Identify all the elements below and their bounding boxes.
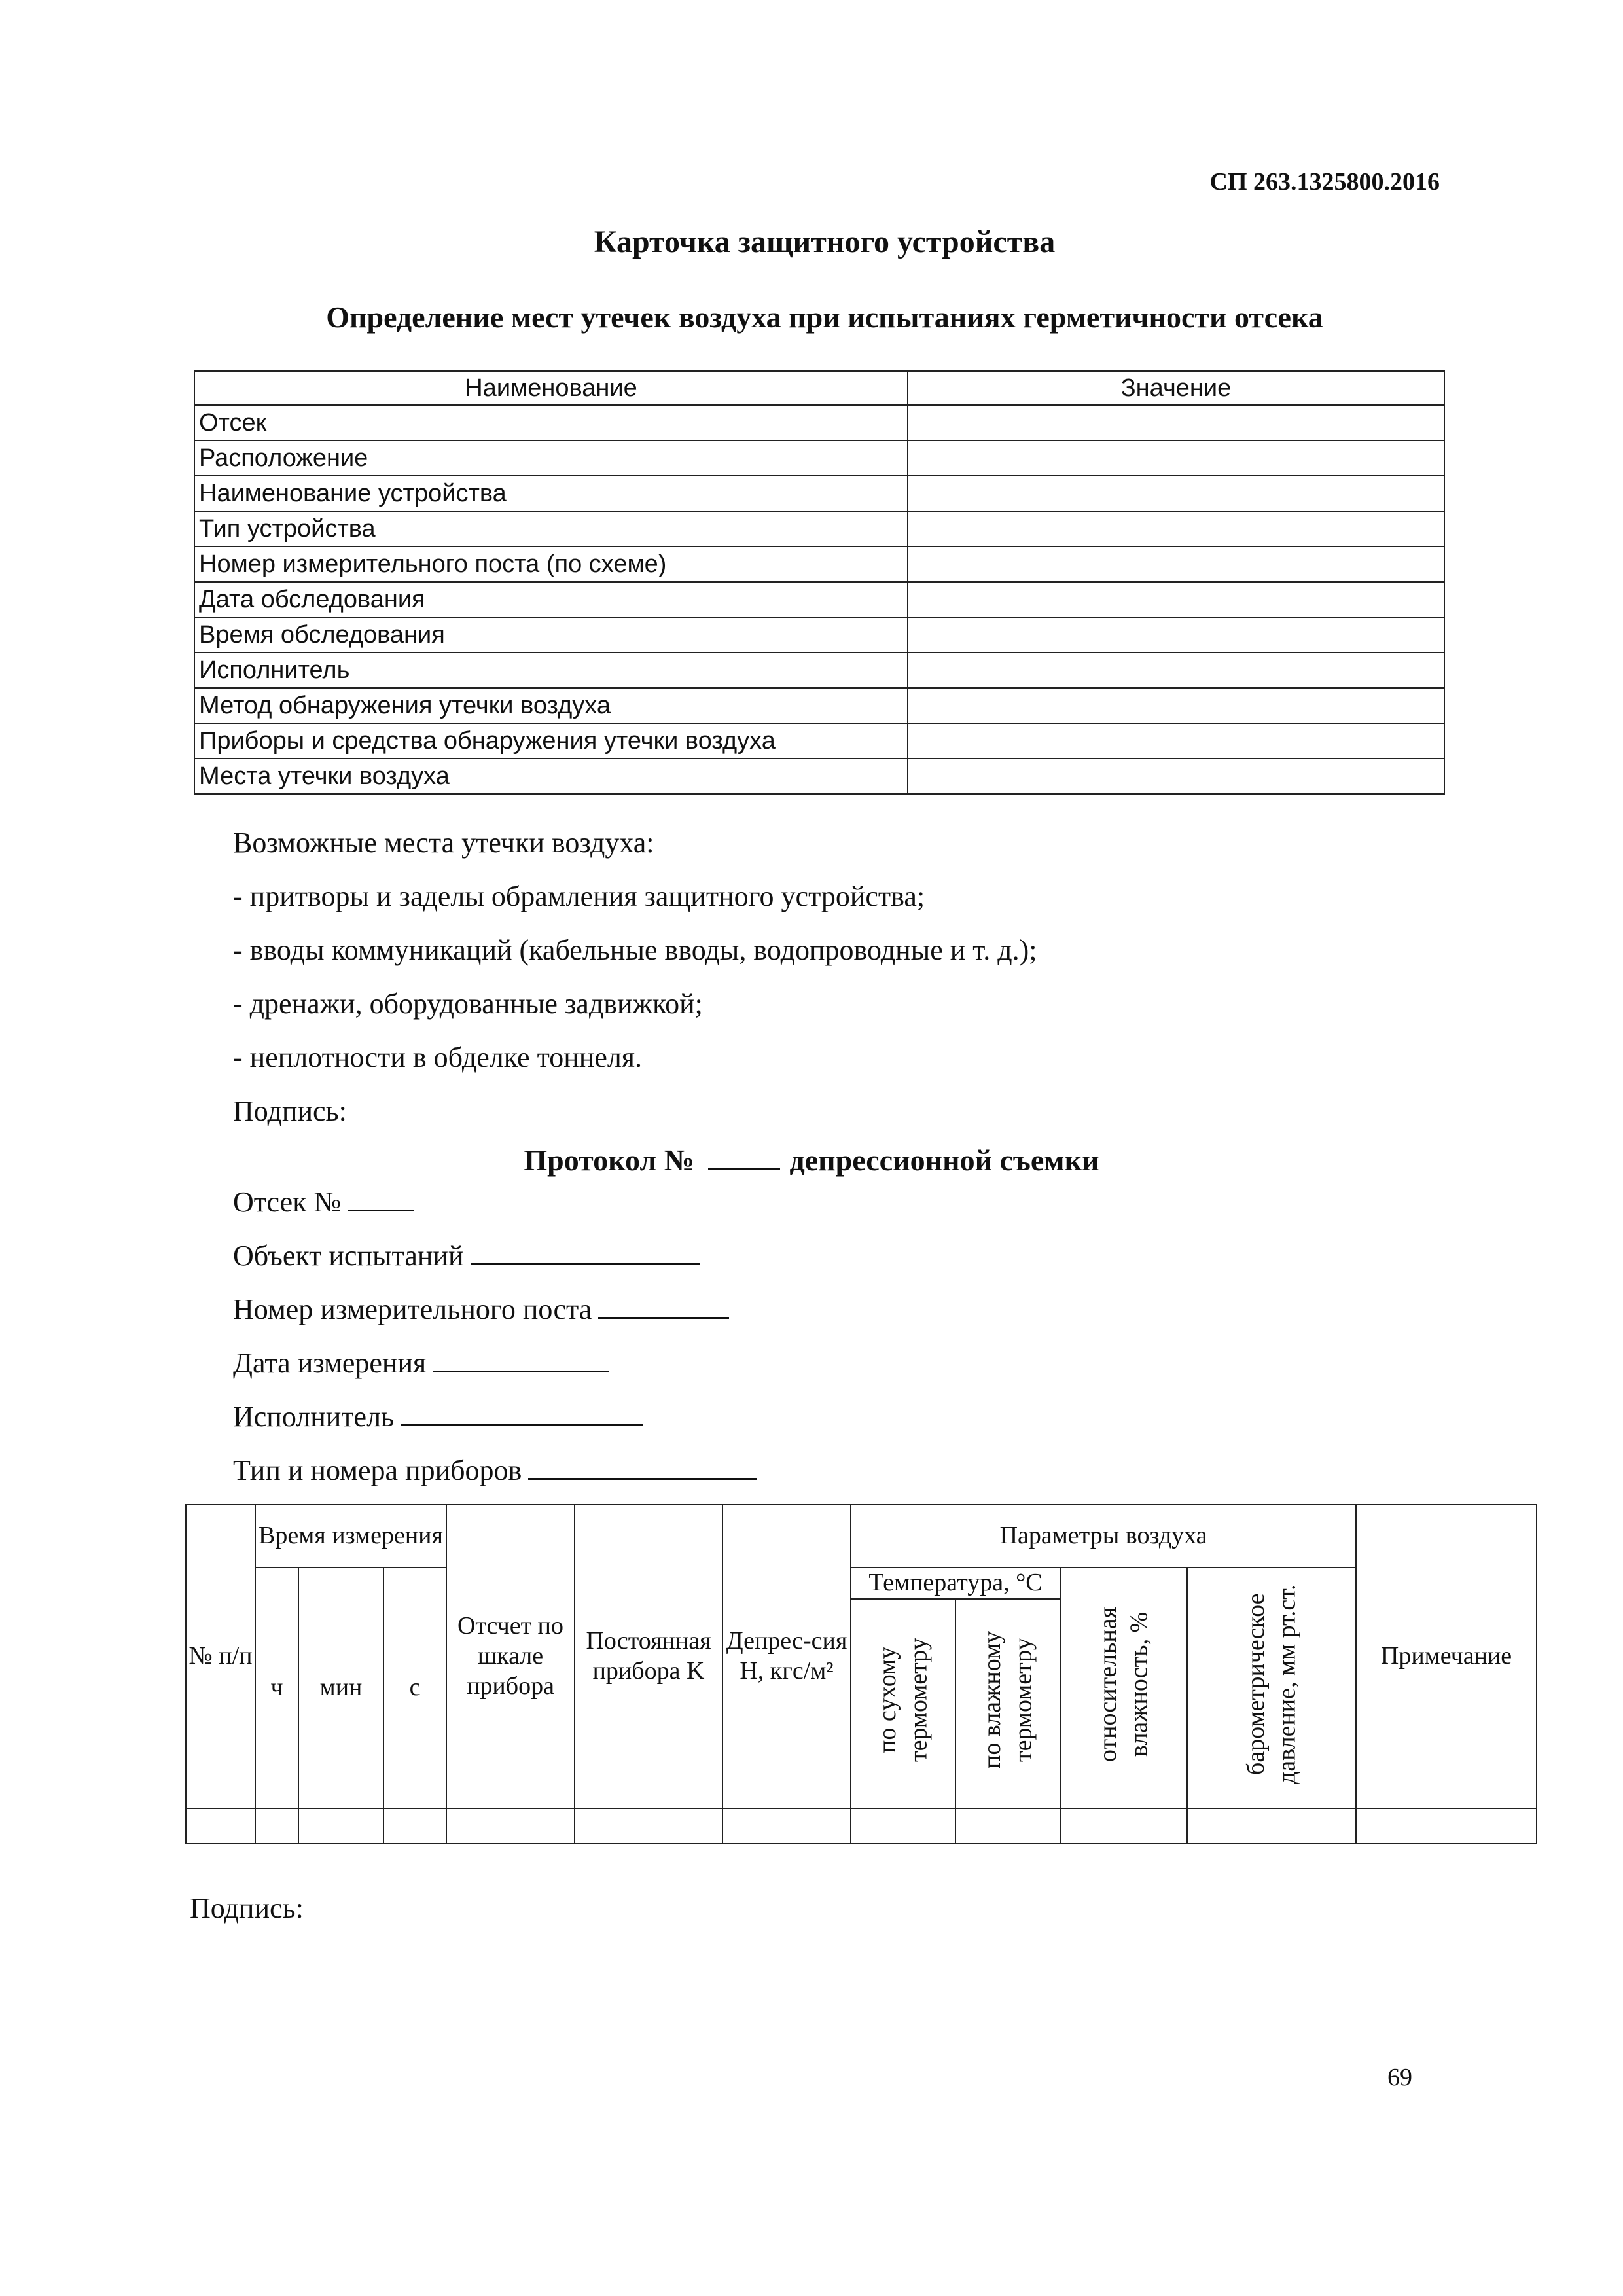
table-row: [194, 440, 1444, 476]
table-row: [194, 759, 1444, 794]
card-table-header: [194, 371, 1444, 405]
field-label: Номер измерительного поста: [233, 1293, 592, 1325]
dry-label: по сухому термометру: [873, 1637, 933, 1762]
column-air-params: Параметры воздуха: [851, 1505, 1356, 1568]
column-hours: ч: [255, 1568, 298, 1808]
protocol-signature-label: Подпись:: [190, 1892, 304, 1924]
signature-label: Подпись:: [233, 1095, 347, 1127]
field-blank[interactable]: [471, 1237, 700, 1265]
leak-item: - вводы коммуникаций (кабельные вводы, водопроводные и т. д.);: [233, 934, 1037, 966]
table-row: [194, 723, 1444, 759]
column-temperature: Температура, °С: [851, 1568, 1060, 1599]
card-title: Карточка защитного устройства: [594, 224, 1056, 259]
column-pressure: [1187, 1568, 1356, 1808]
humidity-label: относительная влажность, %: [1094, 1606, 1153, 1762]
column-value-header: Значение: [908, 371, 1444, 405]
column-depression: Депрес-сия H, кгс/м²: [722, 1505, 851, 1808]
table-row: [194, 405, 1444, 440]
field-blank[interactable]: [348, 1183, 414, 1211]
data-cell[interactable]: [1187, 1808, 1356, 1844]
field-label: Дата измерения: [233, 1347, 427, 1379]
row-label: Расположение: [194, 440, 908, 476]
row-label: Дата обследования: [194, 582, 908, 617]
table-row: [194, 511, 1444, 547]
value-cell[interactable]: [908, 547, 1444, 582]
value-cell[interactable]: [908, 582, 1444, 617]
column-wet: [955, 1599, 1060, 1808]
row-label: Приборы и средства обнаружения утечки воздуха: [194, 723, 908, 759]
row-label: Метод обнаружения утечки воздуха: [194, 688, 908, 723]
page-number: 69: [1387, 2064, 1412, 2091]
data-cell[interactable]: [446, 1808, 575, 1844]
document-code: СП 263.1325800.2016: [1209, 168, 1440, 196]
protocol-title-end: депрессионной съемки: [789, 1143, 1099, 1177]
value-cell[interactable]: [908, 653, 1444, 688]
row-label: Тип устройства: [194, 511, 908, 547]
value-cell[interactable]: [908, 688, 1444, 723]
card-table: [194, 370, 1445, 795]
field-blank[interactable]: [433, 1344, 609, 1372]
field-post-number: [233, 1291, 729, 1326]
leak-item: - неплотности в обделке тоннеля.: [233, 1041, 643, 1073]
data-cell[interactable]: [186, 1808, 255, 1844]
column-seconds: с: [383, 1568, 446, 1808]
value-cell[interactable]: [908, 476, 1444, 511]
column-time: Время измерения: [255, 1505, 446, 1568]
table-row: [194, 653, 1444, 688]
protocol-number-blank[interactable]: [708, 1146, 780, 1170]
value-cell[interactable]: [908, 511, 1444, 547]
table-row: [194, 476, 1444, 511]
data-cell[interactable]: [575, 1808, 722, 1844]
field-blank[interactable]: [598, 1291, 729, 1319]
protocol-table: [185, 1504, 1537, 1844]
column-number: № п/п: [186, 1505, 255, 1808]
protocol-title: [0, 1143, 1623, 1177]
field-date: [233, 1344, 609, 1380]
field-blank[interactable]: [528, 1452, 757, 1480]
leak-item: - дренажи, оборудованные задвижкой;: [233, 988, 703, 1020]
value-cell[interactable]: [908, 405, 1444, 440]
column-dry: [851, 1599, 955, 1808]
data-cell[interactable]: [1060, 1808, 1187, 1844]
table-row: [194, 617, 1444, 653]
column-reading: Отсчет по шкале прибора: [446, 1505, 575, 1808]
row-label: Исполнитель: [194, 653, 908, 688]
field-compartment: [233, 1183, 414, 1219]
data-cell[interactable]: [722, 1808, 851, 1844]
leak-item: - притворы и заделы обрамления защитного устройства;: [233, 880, 925, 912]
table-row: [186, 1808, 1537, 1844]
field-blank[interactable]: [401, 1398, 643, 1426]
value-cell[interactable]: [908, 617, 1444, 653]
data-cell[interactable]: [851, 1808, 955, 1844]
field-devices: [233, 1452, 757, 1487]
pressure-label: барометрическое давление, мм рт.ст.: [1241, 1584, 1301, 1784]
card-subtitle: Определение мест утечек воздуха при испытаниях герметичности отсека: [326, 300, 1323, 334]
data-cell[interactable]: [1356, 1808, 1537, 1844]
field-label: Исполнитель: [233, 1401, 395, 1433]
leaks-heading: Возможные места утечки воздуха:: [233, 827, 654, 859]
table-row: [194, 547, 1444, 582]
table-row: [194, 688, 1444, 723]
column-humidity: [1060, 1568, 1187, 1808]
wet-label: по влажному термометру: [978, 1630, 1037, 1768]
data-cell[interactable]: [255, 1808, 298, 1844]
field-executor: [233, 1398, 643, 1433]
value-cell[interactable]: [908, 759, 1444, 794]
data-cell[interactable]: [383, 1808, 446, 1844]
column-constant: Постоянная прибора K: [575, 1505, 722, 1808]
row-label: Отсек: [194, 405, 908, 440]
value-cell[interactable]: [908, 723, 1444, 759]
table-row: [194, 582, 1444, 617]
column-name-header: Наименование: [194, 371, 908, 405]
row-label: Наименование устройства: [194, 476, 908, 511]
field-label: Объект испытаний: [233, 1240, 464, 1272]
row-label: Время обследования: [194, 617, 908, 653]
field-test-object: [233, 1237, 700, 1272]
protocol-title-start: Протокол №: [524, 1143, 694, 1177]
field-label: Отсек №: [233, 1186, 342, 1218]
column-note: Примечание: [1356, 1505, 1537, 1808]
field-label: Тип и номера приборов: [233, 1454, 522, 1486]
row-label: Номер измерительного поста (по схеме): [194, 547, 908, 582]
column-minutes: мин: [298, 1568, 383, 1808]
data-cell[interactable]: [955, 1808, 1060, 1844]
data-cell[interactable]: [298, 1808, 383, 1844]
row-label: Места утечки воздуха: [194, 759, 908, 794]
value-cell[interactable]: [908, 440, 1444, 476]
